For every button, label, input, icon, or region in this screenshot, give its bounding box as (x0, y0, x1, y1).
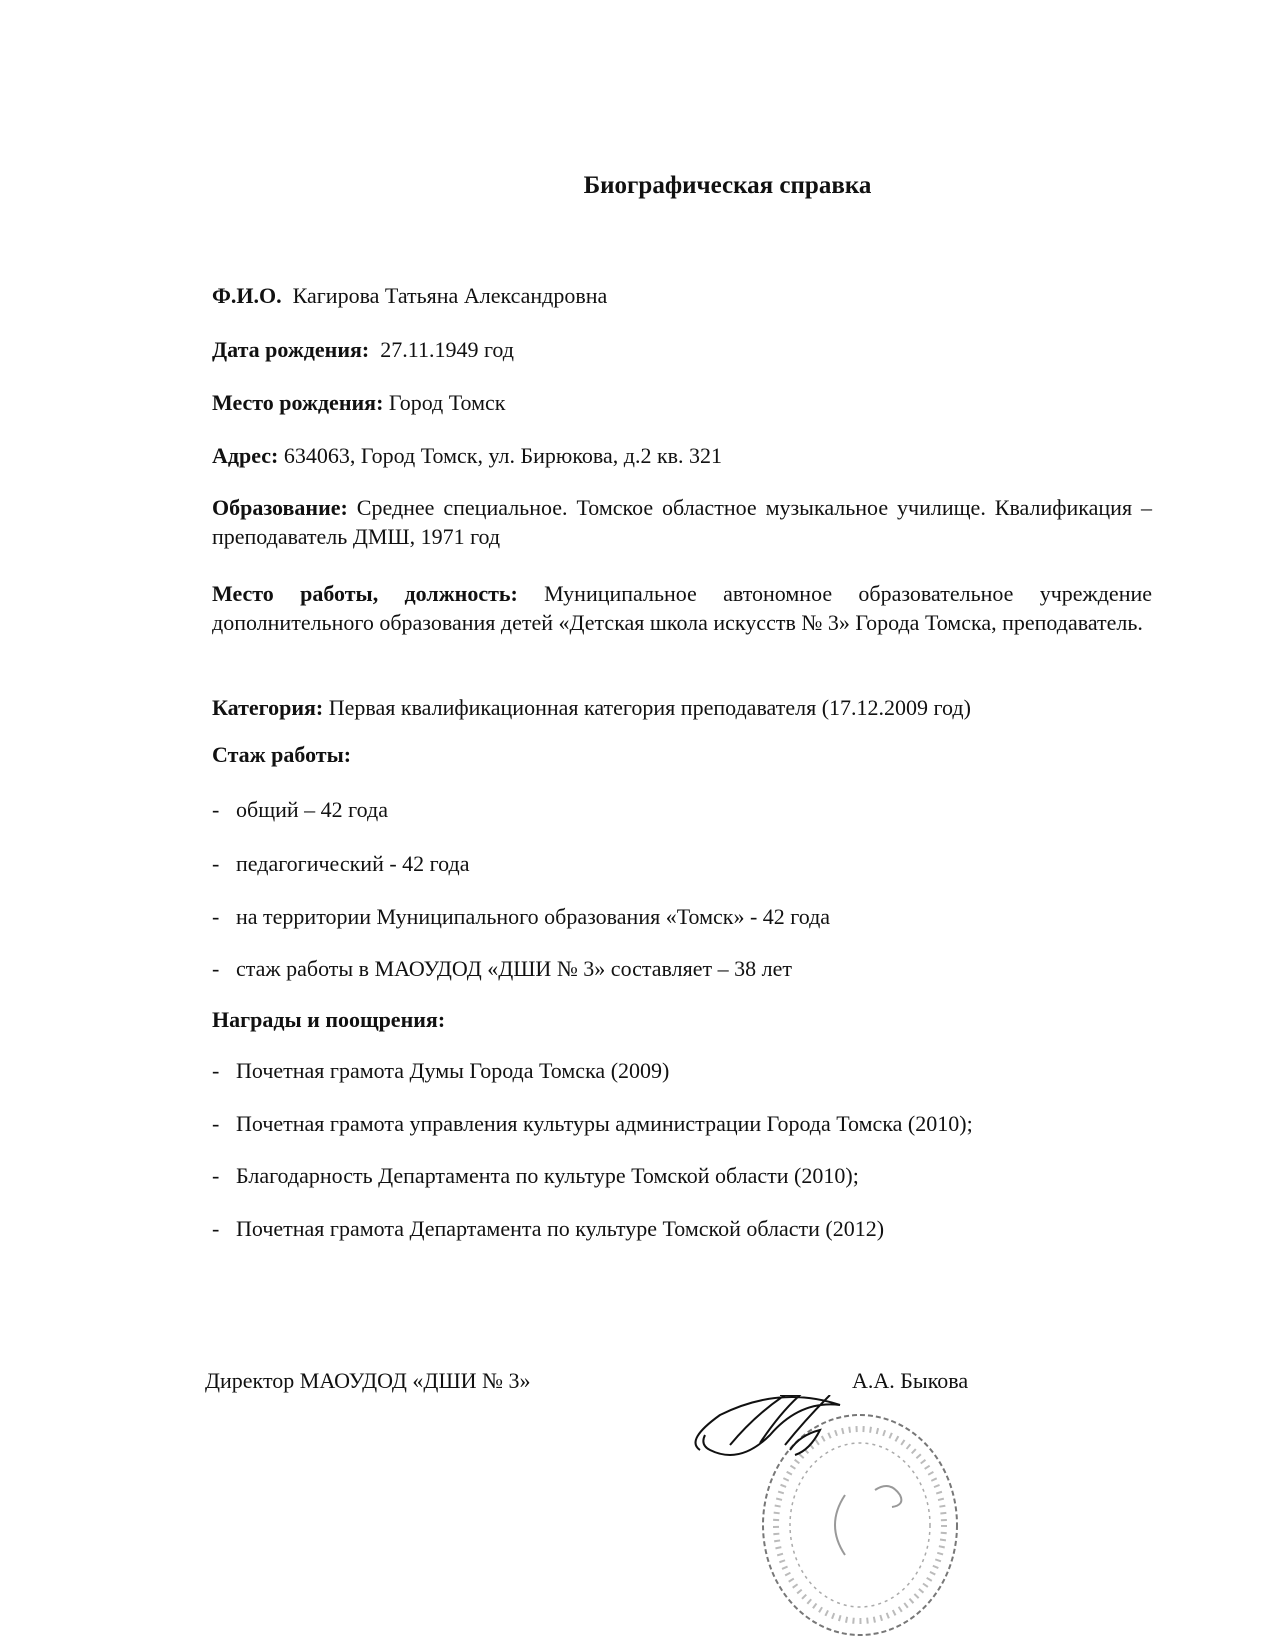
list-item (212, 1056, 1152, 1085)
list-item (212, 849, 1152, 878)
bullet-dash: - (212, 1111, 220, 1136)
field-label: Место работы, должность: (212, 581, 518, 606)
signature (690, 1395, 870, 1465)
field-fio (212, 281, 1152, 310)
awards-heading: Награды и поощрения: (212, 1007, 446, 1032)
bullet-dash: - (212, 851, 220, 876)
field-value: Среднее специальное. Томское областное музыкальное училище. Квалификация – преподаватель ДМШ, 1971 год (212, 495, 1153, 549)
field-label: Образование: (212, 495, 348, 520)
list-item-text: на территории Муниципального образования «Томск» - 42 года (236, 904, 831, 929)
field-value: 27.11.1949 год (380, 337, 514, 362)
field-birth-date (212, 335, 1152, 364)
field-label: Категория: (212, 695, 324, 720)
field-value: Город Томск (388, 390, 506, 415)
list-item-text: Почетная грамота Думы Города Томска (2009) (236, 1058, 670, 1083)
field-value: Первая квалификационная категория преподавателя (17.12.2009 год) (328, 695, 971, 720)
list-item-text: Почетная грамота Департамента по культуре Томской области (2012) (236, 1216, 885, 1241)
field-category (212, 693, 1152, 722)
list-item (212, 1109, 1152, 1138)
field-birth-place (212, 388, 1152, 417)
field-value: Муниципальное автономное образовательное учреждение дополнительного образования детей «Детская школа искусств № 3» Города Томска, преподаватель. (212, 581, 1153, 635)
field-label: Место рождения: (212, 390, 384, 415)
list-item-text: Благодарность Департамента по культуре Томской области (2010); (236, 1163, 859, 1188)
bullet-dash: - (212, 1216, 220, 1241)
field-education (212, 493, 1152, 551)
list-item-text: Почетная грамота управления культуры администрации Города Томска (2010); (236, 1111, 973, 1136)
list-item (212, 795, 1152, 824)
bullet-dash: - (212, 797, 220, 822)
document-title: Биографическая справка (583, 172, 872, 199)
list-item-text: педагогический - 42 года (236, 851, 470, 876)
signatory-position: Директор МАОУДОД «ДШИ № 3» (205, 1368, 531, 1393)
field-value: 634063, Город Томск, ул. Бирюкова, д.2 кв. 321 (283, 443, 723, 468)
list-item (212, 954, 1152, 983)
bullet-dash: - (212, 1058, 220, 1083)
experience-heading: Стаж работы: (212, 742, 352, 767)
field-value: Кагирова Татьяна Александровна (292, 283, 608, 308)
list-item (212, 902, 1152, 931)
list-item (212, 1214, 1152, 1243)
signatory-name: А.А. Быкова (852, 1368, 969, 1393)
bullet-dash: - (212, 1163, 220, 1188)
field-workplace (212, 579, 1152, 637)
field-label: Ф.И.О. (212, 283, 282, 308)
bullet-dash: - (212, 956, 220, 981)
field-label: Адрес: (212, 443, 279, 468)
list-item (212, 1161, 1152, 1190)
list-item-text: стаж работы в МАОУДОД «ДШИ № 3» составляет – 38 лет (236, 956, 792, 981)
field-address (212, 441, 1152, 470)
field-label: Дата рождения: (212, 337, 370, 362)
bullet-dash: - (212, 904, 220, 929)
list-item-text: общий – 42 года (236, 797, 388, 822)
